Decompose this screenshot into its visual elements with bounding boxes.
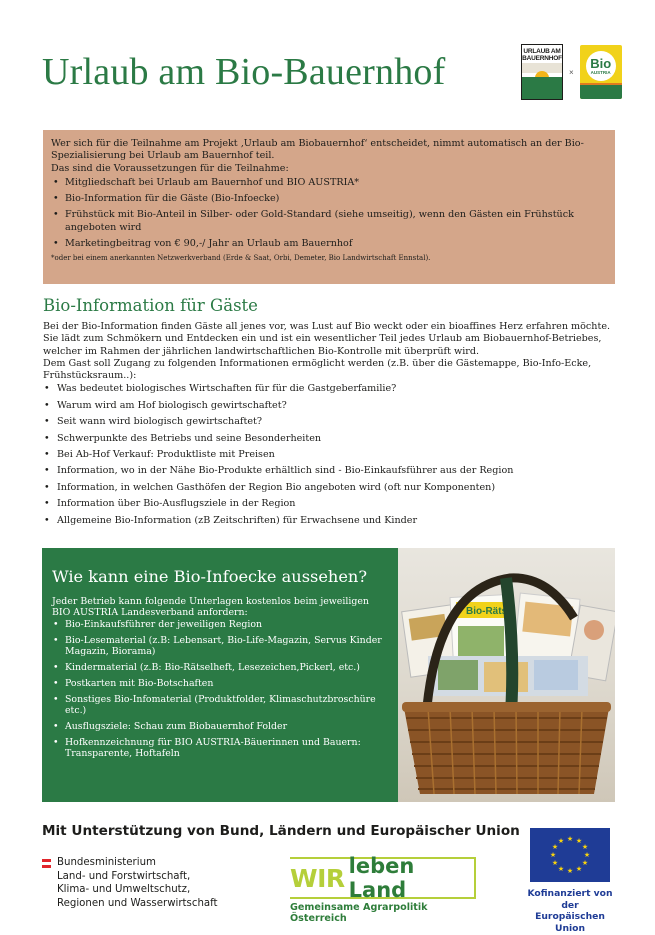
svg-text:★: ★ (583, 851, 591, 859)
requirements-intro-2: Das sind die Voraussetzungen für die Teilnahme: (51, 162, 289, 174)
list-item: • Sonstiges Bio-Infomaterial (Produktfolder, Klimaschutzbroschüre etc.) (52, 694, 390, 716)
ministry-line: Klima- und Umweltschutz, (57, 884, 191, 895)
eu-text-line: Kofinanziert von der (527, 888, 613, 911)
bio-info-heading: Bio-Information für Gäste (43, 296, 258, 315)
svg-text:★: ★ (581, 859, 589, 867)
eu-text-line: Europäischen Union (535, 911, 605, 934)
list-item: • Postkarten mit Bio-Botschaften (52, 678, 390, 689)
urlaub-logo-text: URLAUB AM BAUERNHOF (522, 48, 562, 62)
ministry-line: Land- und Forstwirtschaft, (57, 870, 191, 882)
wir-leben-land-logo (290, 854, 476, 924)
svg-text:★: ★ (557, 837, 565, 845)
svg-text:★: ★ (581, 843, 589, 851)
svg-text:★: ★ (551, 859, 559, 867)
eu-cofunding-logo (520, 828, 620, 934)
list-item: • Frühstück mit Bio-Anteil in Silber- oder Gold-Standard (siehe umseitig), wenn den Gästen ein Frühstück angeboten wird (51, 209, 603, 234)
list-item: • Warum wird am Hof biologisch gewirtschaftet? (43, 400, 619, 412)
list-item: • Marketingbeitrag von € 90,-/ Jahr an Urlaub am Bauernhof (51, 238, 603, 250)
requirements-footnote: *oder bei einem anerkannten Netzwerkverband (Erde & Saat, Orbi, Demeter, Bio Landwirtschaft Ennstal). (51, 254, 431, 263)
svg-text:★: ★ (575, 865, 583, 873)
basket-illustration (398, 548, 615, 802)
list-item: • Bio-Einkaufsführer der jeweiligen Region (52, 619, 390, 630)
eu-flag-icon (530, 828, 610, 882)
list-item: • Allgemeine Bio-Information (zB Zeitschriften) für Erwachsene und Kinder (43, 515, 619, 527)
list-item: • Information über Bio-Ausflugsziele in der Region (43, 498, 619, 510)
list-item: • Hofkennzeichnung für BIO AUSTRIA-Bäuerinnen und Bauern: Transparente, Hoftafeln (52, 737, 390, 759)
austria-flag-icon (42, 859, 51, 868)
svg-text:★: ★ (551, 843, 559, 851)
wir-subtitle: Gemeinsame Agrarpolitik Österreich (290, 902, 428, 924)
bio-austria-logo (580, 45, 622, 99)
list-item: • Bio-Information für die Gäste (Bio-Infoecke) (51, 193, 603, 205)
list-item: • Kindermaterial (z.B: Bio-Rätselheft, Lesezeichen,Pickerl, etc.) (52, 662, 390, 673)
bio-info-paragraph: Bei der Bio-Information finden Gäste all jenes vor, was Lust auf Bio weckt oder ein bioaffines Herz erfahren möchte. Sie lädt zum Schmökern und Entdecken ein und ist ein wesentlicher Teil jedes Urlaub am Biobauernhof-Betriebes, welcher im Rahmen der jährlichen landwirtschaftlichen Bio-Kontrolle mit überprüft wird. (43, 321, 611, 357)
bio-logo-sub: AUSTRIA (590, 69, 611, 75)
infoecke-list (52, 619, 390, 759)
wir-rest: leben Land (348, 854, 415, 902)
logo-separator: × (569, 67, 574, 77)
urlaub-am-bauernhof-logo (521, 44, 563, 100)
infoecke-heading: Wie kann eine Bio-Infoecke aussehen? (52, 567, 368, 586)
list-item: • Seit wann wird biologisch gewirtschaftet? (43, 416, 619, 428)
requirements-box (43, 130, 615, 284)
ministry-line: Regionen und Wasserwirtschaft (57, 897, 218, 909)
page-title: Urlaub am Bio-Bauernhof (42, 51, 446, 93)
ministry-line: Bundesministerium (57, 857, 156, 868)
list-item: • Bei Ab-Hof Verkauf: Produktliste mit Preisen (43, 449, 619, 461)
list-item: • Mitgliedschaft bei Urlaub am Bauernhof und BIO AUSTRIA* (51, 177, 603, 189)
list-item: • Schwerpunkte des Betriebs und seine Besonderheiten (43, 433, 619, 445)
svg-text:★: ★ (566, 867, 574, 875)
bio-logo-word: Bio (590, 55, 612, 71)
infoecke-box (42, 548, 398, 802)
bio-info-paragraph-2: Dem Gast soll Zugang zu folgenden Informationen ermöglicht werden (z.B. über die Gästemappe, Bio-Info-Ecke, Frühstücksraum..): (43, 357, 592, 382)
svg-text:★: ★ (575, 837, 583, 845)
infoecke-intro: Jeder Betrieb kann folgende Unterlagen kostenlos beim jeweiligen BIO AUSTRIA Landesverband anfordern: (52, 596, 369, 619)
list-item: • Information, wo in der Nähe Bio-Produkte erhältlich sind - Bio-Einkaufsführer aus der Region (43, 465, 619, 477)
requirements-list (51, 177, 603, 250)
requirements-intro: Wer sich für die Teilnahme am Projekt ‚Urlaub am Biobauernhof‘ entscheidet, nimmt automatisch an der Bio-Spezialisierung bei Urlaub am Bauernhof teil. (51, 138, 584, 162)
list-item: • Bio-Lesematerial (z.B: Lebensart, Bio-Life-Magazin, Servus Kinder Magazin, Biorama) (52, 635, 390, 657)
wir-word: WIR (290, 863, 345, 893)
svg-text:★: ★ (549, 851, 557, 859)
list-item: • Ausflugsziele: Schau zum Biobauernhof Folder (52, 721, 390, 732)
list-item: • Was bedeutet biologisches Wirtschaften für für die Gastgeberfamilie? (43, 383, 619, 395)
list-item: • Information, in welchen Gasthöfen der Region Bio angeboten wird (oft nur Komponenten) (43, 482, 619, 494)
bio-info-list (43, 383, 619, 526)
ministry-logo (42, 856, 218, 910)
svg-text:★: ★ (566, 835, 574, 843)
partner-logos (521, 44, 622, 100)
svg-text:★: ★ (557, 865, 565, 873)
basket-photo (398, 548, 615, 802)
support-statement: Mit Unterstützung von Bund, Ländern und Europäischer Union (42, 823, 520, 839)
bio-info-section (43, 321, 619, 531)
brochure-title: Bio-Rätsel (466, 606, 516, 617)
